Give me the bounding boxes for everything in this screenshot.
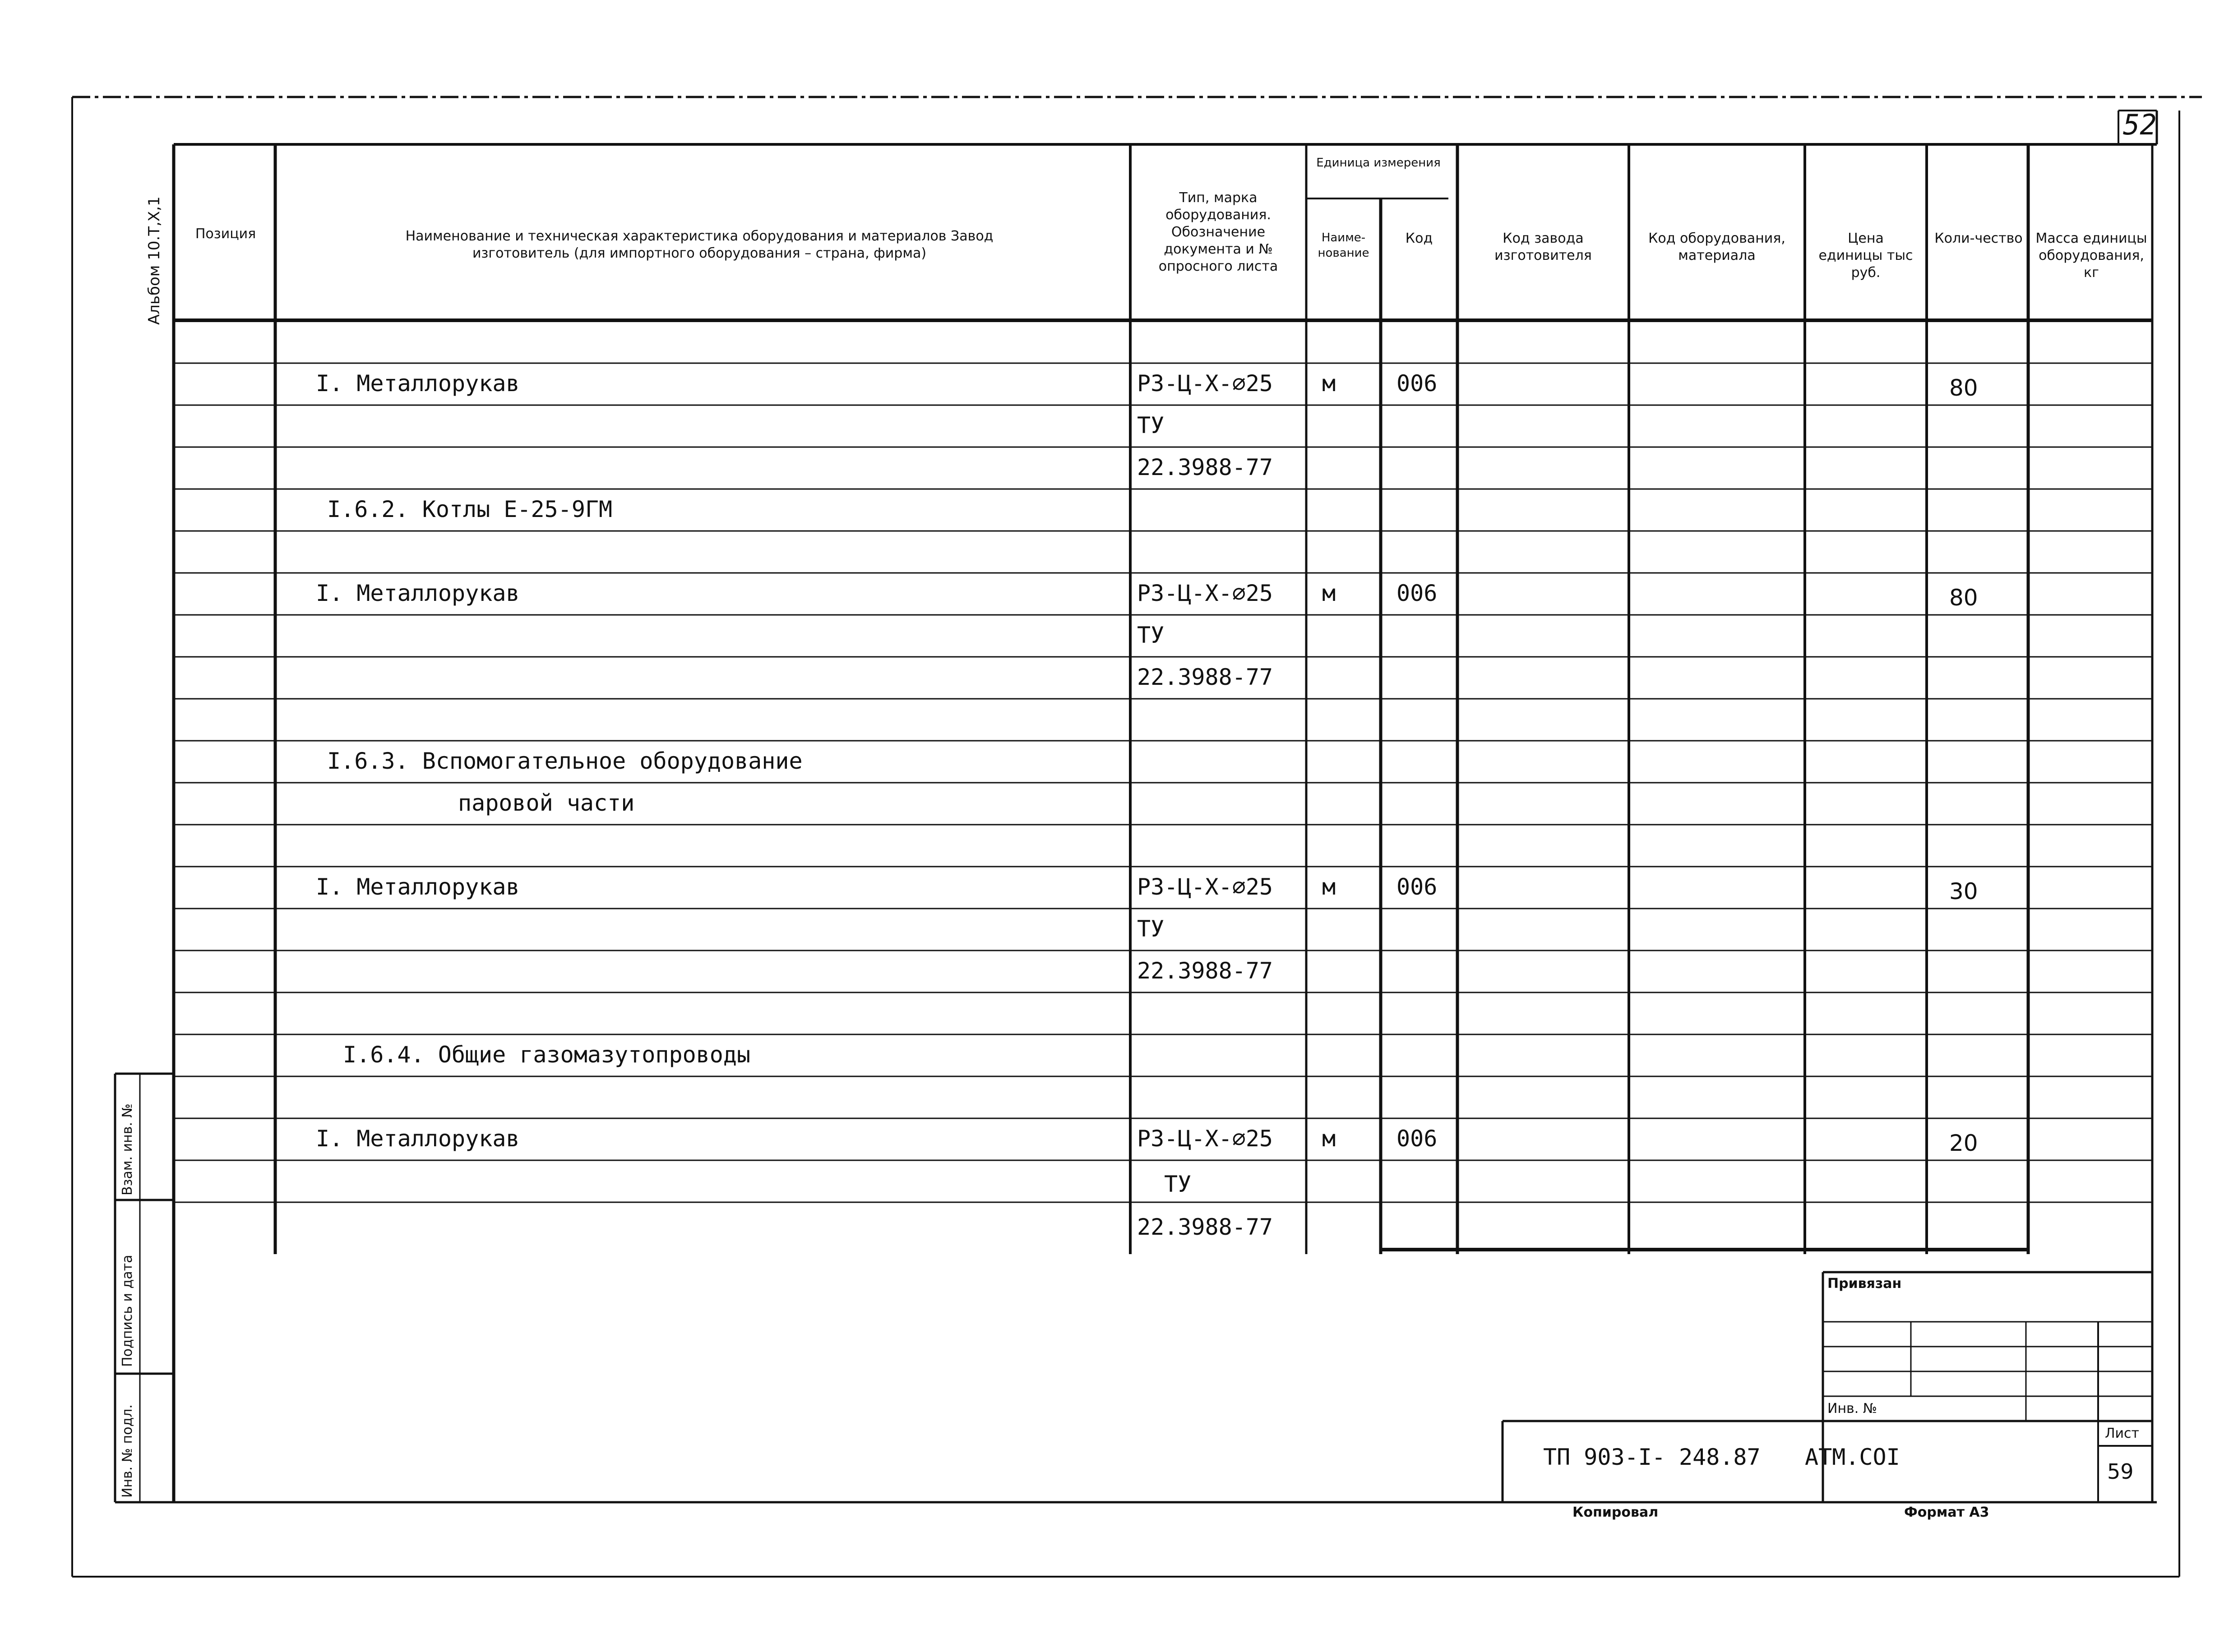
header-position: Позиция <box>195 226 256 242</box>
row-name: I.6.2. Котлы Е-25-9ГМ <box>327 496 613 522</box>
header-plant-code: Код завода изготовителя <box>1494 231 1592 263</box>
row-code: 006 <box>1396 1126 1438 1152</box>
row-type: ТУ <box>1137 622 1165 648</box>
header-type: Тип, марка оборудования. Обозначение документа и № опросного листа <box>1158 190 1278 274</box>
stamp-sheet-label: Лист <box>2105 1426 2140 1441</box>
header-price: Цена единицы тыс руб. <box>1818 231 1913 281</box>
row-type: 22.3988-77 <box>1137 454 1273 480</box>
footer-format: Формат А3 <box>1904 1504 1989 1520</box>
row-type: 22.3988-77 <box>1137 1214 1273 1240</box>
header-mass: Масса единицы оборудования, кг <box>2035 231 2147 281</box>
row-type: Р3-Ц-Х-⌀25 <box>1137 1126 1273 1152</box>
header-equipment-code: Код оборудования, материала <box>1648 231 1785 263</box>
inv-original-label: Инв. № подл. <box>120 1404 135 1498</box>
row-type: Р3-Ц-Х-⌀25 <box>1137 580 1273 606</box>
signature-date-label: Подпись и дата <box>120 1255 135 1367</box>
row-name: I. Металлорукав <box>316 370 520 397</box>
row-type: ТУ <box>1164 1171 1192 1197</box>
row-code: 006 <box>1396 874 1438 900</box>
row-name: I. Металлорукав <box>316 580 520 606</box>
row-name: I. Металлорукав <box>316 874 520 900</box>
row-name: I.6.4. Общие газомазутопроводы <box>343 1042 751 1068</box>
row-type: ТУ <box>1137 916 1165 942</box>
stamp-sheet-number: 59 <box>2107 1459 2134 1484</box>
header-quantity: Коли-чество <box>1934 231 2023 246</box>
row-name: I. Металлорукав <box>316 1126 520 1152</box>
row-unit: м <box>1322 580 1336 606</box>
header-name: Наименование и техническая характеристика оборудования и материалов Завод изготовитель (для импортного оборудования – страна, фирма) <box>405 228 994 261</box>
replace-inv-label: Взам. инв. № <box>120 1103 135 1195</box>
row-name: I.6.3. Вспомогательное оборудование <box>327 748 803 774</box>
footer-copied: Копировал <box>1572 1504 1659 1520</box>
header-unit-code: Код <box>1405 231 1433 246</box>
row-type: 22.3988-77 <box>1137 664 1273 690</box>
row-qty: 30 <box>1949 878 1978 904</box>
row-qty: 20 <box>1949 1130 1978 1156</box>
row-unit: м <box>1322 1126 1336 1152</box>
header-unit: Единица измерения <box>1316 156 1441 170</box>
row-unit: м <box>1322 874 1336 900</box>
row-unit: м <box>1322 370 1336 397</box>
row-qty: 80 <box>1949 375 1978 401</box>
row-type: Р3-Ц-Х-⌀25 <box>1137 874 1273 900</box>
stamp-bound-label: Привязан <box>1827 1276 1902 1292</box>
row-qty: 80 <box>1949 585 1978 611</box>
row-name: паровой части <box>458 790 635 816</box>
album-label: Альбом 10.Т,X,1 <box>145 196 163 325</box>
row-type: ТУ <box>1137 412 1165 438</box>
header-unit-name: Наиме-нование <box>1318 231 1369 260</box>
row-type: 22.3988-77 <box>1137 958 1273 984</box>
stamp-doc-code: АТМ.СОI <box>1805 1444 1900 1470</box>
stamp-inv-label: Инв. № <box>1827 1401 1877 1417</box>
row-type: Р3-Ц-Х-⌀25 <box>1137 370 1273 397</box>
stamp-doc-number: ТП 903-I- 248.87 <box>1543 1444 1761 1470</box>
row-code: 006 <box>1396 370 1438 397</box>
sheet-mark: 52 <box>2123 108 2157 141</box>
row-code: 006 <box>1396 580 1438 606</box>
